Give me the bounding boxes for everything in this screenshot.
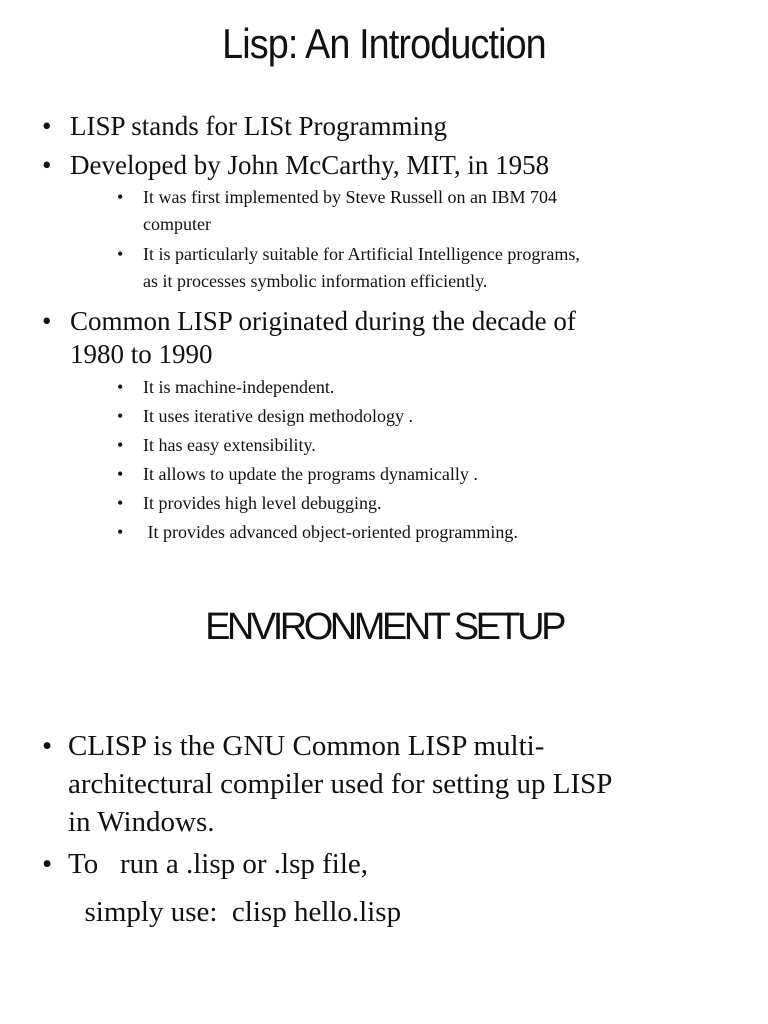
sub-bullet-item: • It is machine-independent.	[117, 377, 335, 397]
sub-bullet-item: • It uses iterative design methodology .	[117, 406, 413, 426]
sub-bullet-item: • It allows to update the programs dynamically .	[117, 464, 478, 484]
bullet-item: • LISP stands for LISt Programming	[42, 111, 447, 141]
page-title: Lisp: An Introduction	[222, 20, 546, 67]
bullet-item: • To run a .lisp or .lsp file,	[42, 848, 369, 880]
bullet-item: • Developed by John McCarthy, MIT, in 1958	[42, 150, 550, 180]
bullet-continuation: simply use: clisp hello.lisp	[70, 896, 402, 928]
sub-bullet-item: • It has easy extensibility.	[117, 435, 316, 455]
bullet-item: • CLISP is the GNU Common LISP multi-	[42, 730, 545, 762]
sub-bullet-continuation: as it processes symbolic information efficiently.	[143, 271, 488, 291]
bullet-continuation: architectural compiler used for setting up LISP	[68, 768, 613, 800]
bullet-continuation: 1980 to 1990	[70, 339, 213, 369]
sub-bullet-item: • It provides high level debugging.	[117, 493, 382, 513]
sub-bullet-item: • It provides advanced object-oriented programming.	[117, 522, 518, 542]
sub-bullet-item: • It is particularly suitable for Artificial Intelligence programs,	[117, 244, 580, 264]
bullet-continuation: in Windows.	[68, 806, 215, 838]
sub-bullet-continuation: computer	[143, 214, 211, 234]
section-heading: ENVIRONMENT SETUP	[205, 606, 563, 648]
sub-bullet-item: • It was first implemented by Steve Russell on an IBM 704	[117, 187, 557, 207]
bullet-item: • Common LISP originated during the decade of	[42, 306, 576, 336]
